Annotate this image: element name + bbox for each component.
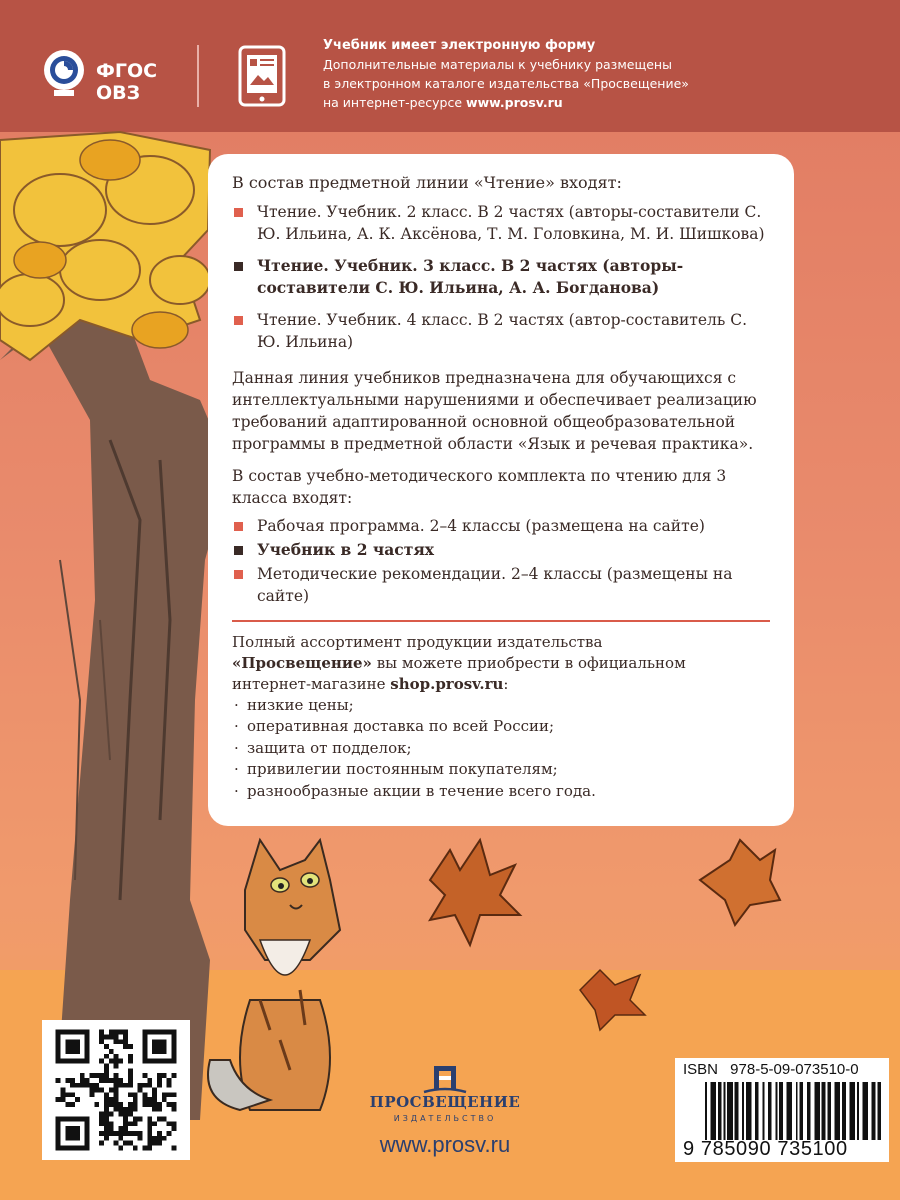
maple-leaf-icon (580, 970, 645, 1030)
info-heading: Учебник имеет электронную форму (323, 38, 596, 53)
publisher-subtitle: ИЗДАТЕЛЬСТВО (393, 1114, 497, 1123)
kit-list (232, 515, 772, 607)
info-line-3-prefix: на интернет-ресурсе (323, 95, 467, 110)
isbn-label: ISBN 978-5-09-073510-0 (683, 1061, 859, 1078)
shop-line-3 (232, 674, 772, 695)
bullet-square-icon (234, 208, 243, 217)
bullet-dot-icon: · (234, 760, 239, 778)
list-item (232, 309, 772, 353)
benefit-text: разнообразные акции в течение всего года. (247, 781, 596, 800)
bullet-dot-icon: · (234, 738, 239, 757)
publisher-name: ПРОСВЕЩЕНИЕ (369, 1093, 521, 1111)
shop-colon: : (503, 674, 509, 693)
isbn-block (675, 1058, 889, 1162)
shop-brand: «Просвещение» (232, 653, 372, 672)
qr-code[interactable] (42, 1020, 190, 1160)
shop-link[interactable]: shop.prosv.ru (390, 674, 504, 693)
benefit-text: привилегии постоянным покупателям; (247, 760, 558, 778)
list-item (232, 201, 772, 245)
shop-line-2 (232, 653, 772, 674)
benefit-item (232, 738, 772, 760)
series-description: Данная линия учебников предназначена для обучающихся с интеллектуальными нарушениями и обеспечивает реализацию требований адаптированной основной общеобразовательной программы в предметной области «Язык и речевая практика». (232, 369, 757, 453)
benefit-item (232, 695, 772, 717)
bullet-square-icon (234, 262, 243, 271)
list-item (232, 515, 772, 537)
benefit-text: защита от подделок; (247, 738, 412, 757)
info-card (208, 154, 794, 826)
bullet-square-icon (234, 546, 243, 555)
list-item-text: Чтение. Учебник. 3 класс. В 2 частях (авторы-составители С. Ю. Ильина, А. А. Богданова) (257, 256, 684, 297)
list-item (232, 255, 772, 299)
maple-leaf-icon (430, 840, 520, 945)
bullet-square-icon (234, 522, 243, 531)
prosv-link[interactable]: www.prosv.ru (466, 95, 563, 110)
list-item-text: Рабочая программа. 2–4 классы (размещена на сайте) (257, 517, 705, 535)
list-item-text: Учебник в 2 частях (257, 540, 435, 559)
maple-leaf-icon (700, 840, 780, 925)
benefit-item (232, 759, 772, 781)
list-item (232, 563, 772, 607)
cat-illustration (208, 840, 340, 1110)
list-item-text: Чтение. Учебник. 4 класс. В 2 частях (автор-составитель С. Ю. Ильина) (257, 311, 748, 351)
benefit-list (232, 695, 772, 803)
shop-line-2-text: вы можете приобрести в официальном (371, 653, 686, 672)
benefit-item (232, 781, 772, 803)
barcode (705, 1082, 881, 1140)
bullet-square-icon (234, 316, 243, 325)
tree-trunk (0, 300, 230, 1120)
kit-heading: В состав учебно-методического комплекта по чтению для 3 класса входят: (232, 467, 727, 507)
info-line-1: Дополнительные материалы к учебнику размещены (323, 57, 672, 72)
list-item (232, 539, 772, 561)
shop-line-1: Полный ассортимент продукции издательства (232, 632, 603, 651)
bullet-square-icon (234, 570, 243, 579)
bullet-dot-icon: · (234, 695, 239, 714)
shop-text (232, 632, 772, 695)
list-item-text: Методические рекомендации. 2–4 классы (размещены на сайте) (257, 565, 733, 605)
shop-line-3-text: интернет-магазине (232, 674, 391, 693)
benefit-text: низкие цены; (247, 695, 354, 714)
list-item-text: Чтение. Учебник. 2 класс. В 2 частях (авторы-составители С. Ю. Ильина, А. К. Аксёнова, Т. М. Головкина, М. И. Шишкова) (257, 203, 765, 243)
benefit-text: оперативная доставка по всей России; (247, 717, 555, 735)
series-heading: В состав предметной линии «Чтение» входят: (232, 173, 622, 192)
bullet-dot-icon: · (234, 781, 239, 800)
ovz-line: ОВЗ (96, 82, 141, 104)
publisher-url[interactable]: www.prosv.ru (379, 1132, 511, 1157)
barcode-digits: 9 785090 735100 (683, 1138, 848, 1160)
benefit-item (232, 716, 772, 738)
info-card-content (232, 172, 772, 802)
section-divider (232, 620, 770, 622)
prosveshchenie-logo-icon (420, 1062, 470, 1096)
series-list (232, 201, 772, 353)
fgos-line: ФГОС (96, 60, 158, 82)
bullet-dot-icon: · (234, 717, 239, 735)
info-line-2: в электронном каталоге издательства «Просвещение» (323, 76, 689, 91)
